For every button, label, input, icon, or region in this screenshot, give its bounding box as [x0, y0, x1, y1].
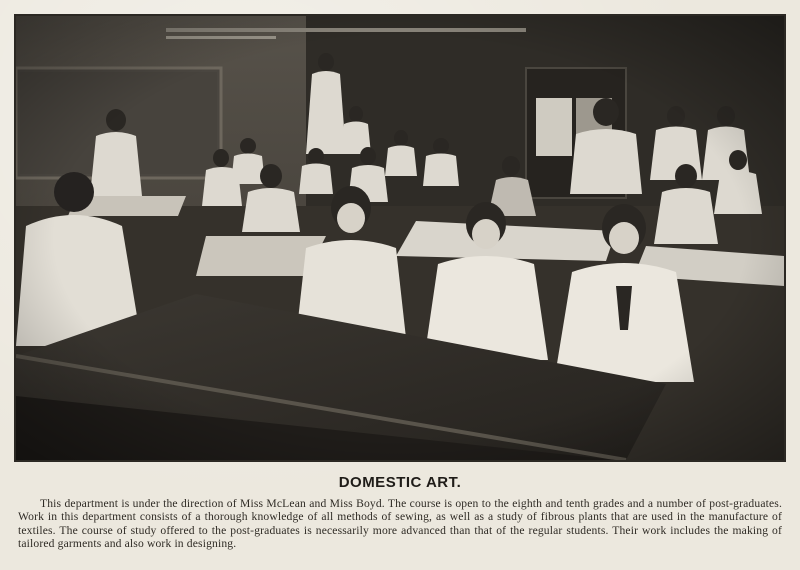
- photo-illustration: [16, 16, 784, 460]
- photo-vignette: [16, 16, 784, 460]
- caption-block: [18, 474, 782, 551]
- description-paragraph: This department is under the direction of Miss McLean and Miss Boyd. The course is open to the eighth and tenth grades and a number of post-graduates. Work in this department consists of a thorough knowledge of all methods of sewing, as well as a study of fibrous plants that are used in the manufacture of textiles. The course of study offered to the post-graduates is necessarily more advanced than that of the regular students. Their work includes the making of tailored garments and also work in designing.: [18, 497, 782, 551]
- classroom-photograph: [14, 14, 786, 462]
- section-title: DOMESTIC ART.: [338, 474, 462, 491]
